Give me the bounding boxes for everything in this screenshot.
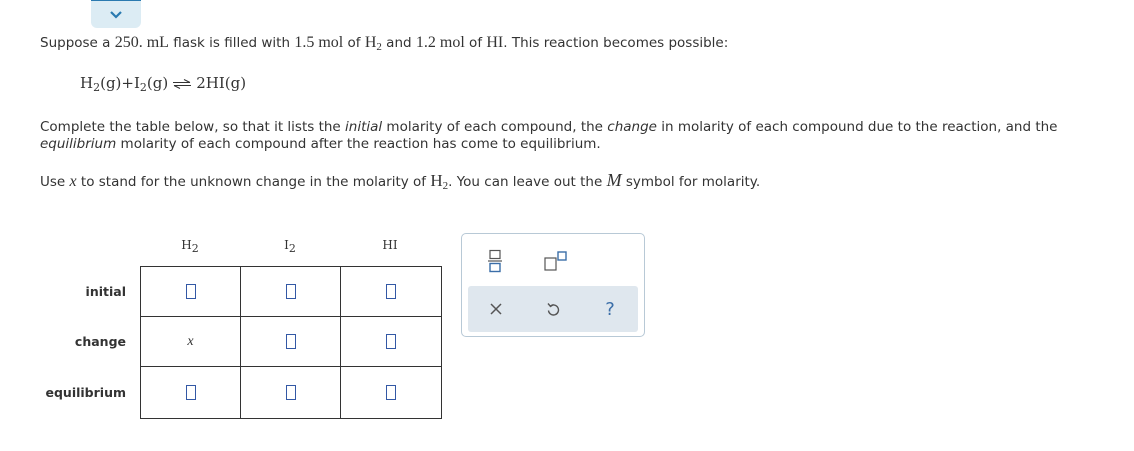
undo-button[interactable]: [525, 286, 581, 332]
cell-equilibrium-hi[interactable]: [341, 367, 441, 418]
column-header-h2: $H_2$: [181, 238, 199, 255]
help-button[interactable]: [582, 286, 638, 332]
answer-input-equilibrium-hi[interactable]: [386, 385, 396, 400]
column-header-i2: $I_2$: [284, 238, 296, 255]
ice-table: [140, 266, 442, 419]
palette-action-bar: [468, 286, 638, 332]
answer-input-initial-i2[interactable]: [286, 284, 296, 299]
cell-equilibrium-i2[interactable]: [241, 367, 341, 418]
cell-change-hi[interactable]: [341, 317, 441, 367]
reaction-equation: $H_2(g)+I_2(g)$ 2HI(g): [80, 74, 247, 94]
superscript-button[interactable]: [538, 244, 572, 278]
row-label-equilibrium: equilibrium: [45, 385, 126, 400]
equilibrium-arrow-icon: [172, 79, 192, 89]
cell-initial-hi[interactable]: [341, 267, 441, 317]
problem-statement: Suppose a 250. mL flask is filled with 1.5 mol of $H_2$ and 1.2 mol of HI. This reaction becomes possible:: [40, 34, 729, 53]
cell-change-h2: [141, 317, 241, 367]
fraction-button[interactable]: [478, 244, 512, 278]
row-label-change: change: [74, 334, 126, 349]
superscript-icon: [542, 250, 568, 272]
cell-change-i2[interactable]: [241, 317, 341, 367]
help-icon: ?: [605, 298, 615, 320]
chevron-down-icon: [109, 10, 123, 20]
answer-input-equilibrium-h2[interactable]: [186, 385, 196, 400]
cell-equilibrium-h2[interactable]: [141, 367, 241, 418]
row-label-initial: initial: [85, 284, 126, 299]
answer-input-change-hi[interactable]: [386, 334, 396, 349]
answer-input-initial-hi[interactable]: [386, 284, 396, 299]
clear-button[interactable]: [468, 286, 524, 332]
math-input-palette: [461, 233, 645, 337]
change-h2-value: x: [187, 333, 194, 349]
answer-input-equilibrium-i2[interactable]: [286, 385, 296, 400]
answer-input-change-i2[interactable]: [286, 334, 296, 349]
column-header-hi: HI: [382, 238, 398, 252]
undo-icon: [546, 302, 560, 316]
cell-initial-h2[interactable]: [141, 267, 241, 317]
variable-instructions: Use x to stand for the unknown change in the molarity of $H_2$. You can leave out the M symbol for molarity.: [40, 170, 761, 192]
fraction-icon: [488, 249, 502, 273]
cell-initial-i2[interactable]: [241, 267, 341, 317]
x-icon: [490, 303, 502, 315]
collapse-tab-button[interactable]: [91, 0, 141, 28]
instructions-text: Complete the table below, so that it lists the initial molarity of each compound, the change in molarity of each compound due to the reaction, and the equilibrium molarity of each compound after the reaction has come to equilibrium.: [40, 119, 1058, 152]
answer-input-initial-h2[interactable]: [186, 284, 196, 299]
